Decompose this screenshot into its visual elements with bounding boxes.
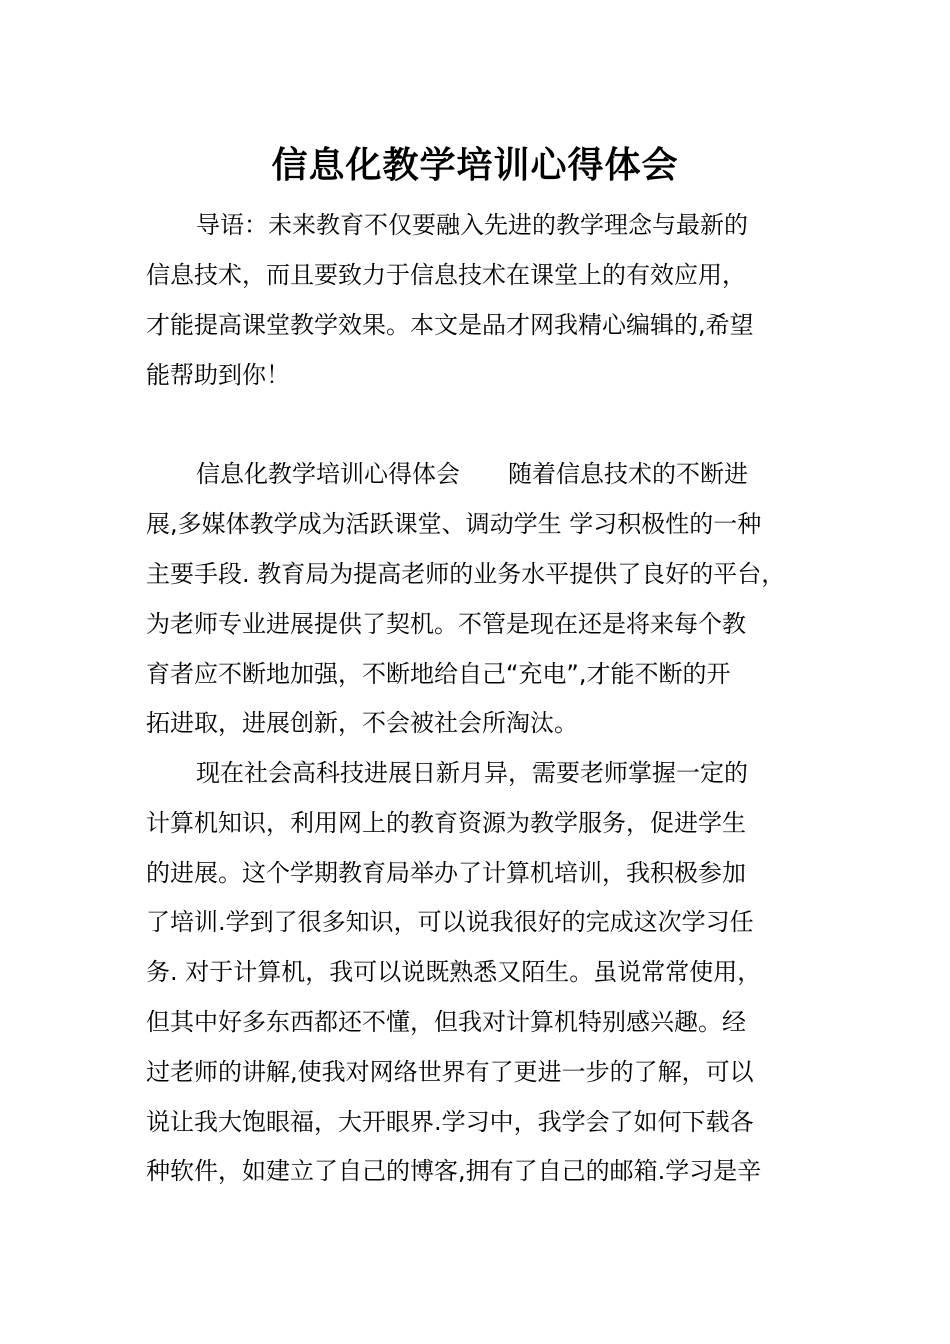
paragraph-line: 为老师专业进展提供了契机。不管是现在还是将来每个教 xyxy=(146,610,746,638)
paragraph-line: 务. 对于计算机，我可以说既熟悉又陌生。虽说常常使用， xyxy=(146,958,762,986)
paragraph-line: 主要手段. 教育局为提高老师的业务水平提供了良好的平台， xyxy=(146,560,786,588)
intro-line: 能帮助到你！ xyxy=(146,361,290,389)
paragraph-line: 现在社会高科技进展日新月异，需要老师掌握一定的 xyxy=(196,759,748,787)
paragraph-line: 计算机知识，利用网上的教育资源为教学服务，促进学生 xyxy=(146,809,746,837)
paragraph-line: 说让我大饱眼福，大开眼界.学习中，我学会了如何下载各 xyxy=(146,1108,754,1136)
paragraph-line: 种软件，如建立了自己的博客,拥有了自己的邮箱.学习是辛 xyxy=(146,1157,762,1185)
intro-line: 导语：未来教育不仅要融入先进的教学理念与最新的 xyxy=(196,211,748,239)
intro-line: 才能提高课堂教学效果。本文是品才网我精心编辑的,希望 xyxy=(146,311,754,339)
paragraph-line: 但其中好多东西都还不懂，但我对计算机特别感兴趣。经 xyxy=(146,1008,746,1036)
document-title: 信息化教学培训心得体会 xyxy=(271,145,679,186)
paragraph-line: 育者应不断地加强，不断地给自己“充电”,才能不断的开 xyxy=(146,660,731,688)
paragraph-line: 拓进取，进展创新，不会被社会所淘汰。 xyxy=(146,709,578,737)
paragraph-line: 信息化教学培训心得体会 随着信息技术的不断进 xyxy=(196,460,748,488)
intro-line: 信息技术，而且要致力于信息技术在课堂上的有效应用， xyxy=(146,261,746,289)
paragraph-line: 展,多媒体教学成为活跃课堂、调动学生 学习积极性的一种 xyxy=(146,510,762,538)
paragraph-line: 了培训.学到了很多知识，可以说我很好的完成这次学习任 xyxy=(146,908,754,936)
paragraph-line: 过老师的讲解,使我对网络世界有了更进一步的了解，可以 xyxy=(146,1058,754,1086)
paragraph-line: 的进展。这个学期教育局举办了计算机培训，我积极参加 xyxy=(146,859,746,887)
